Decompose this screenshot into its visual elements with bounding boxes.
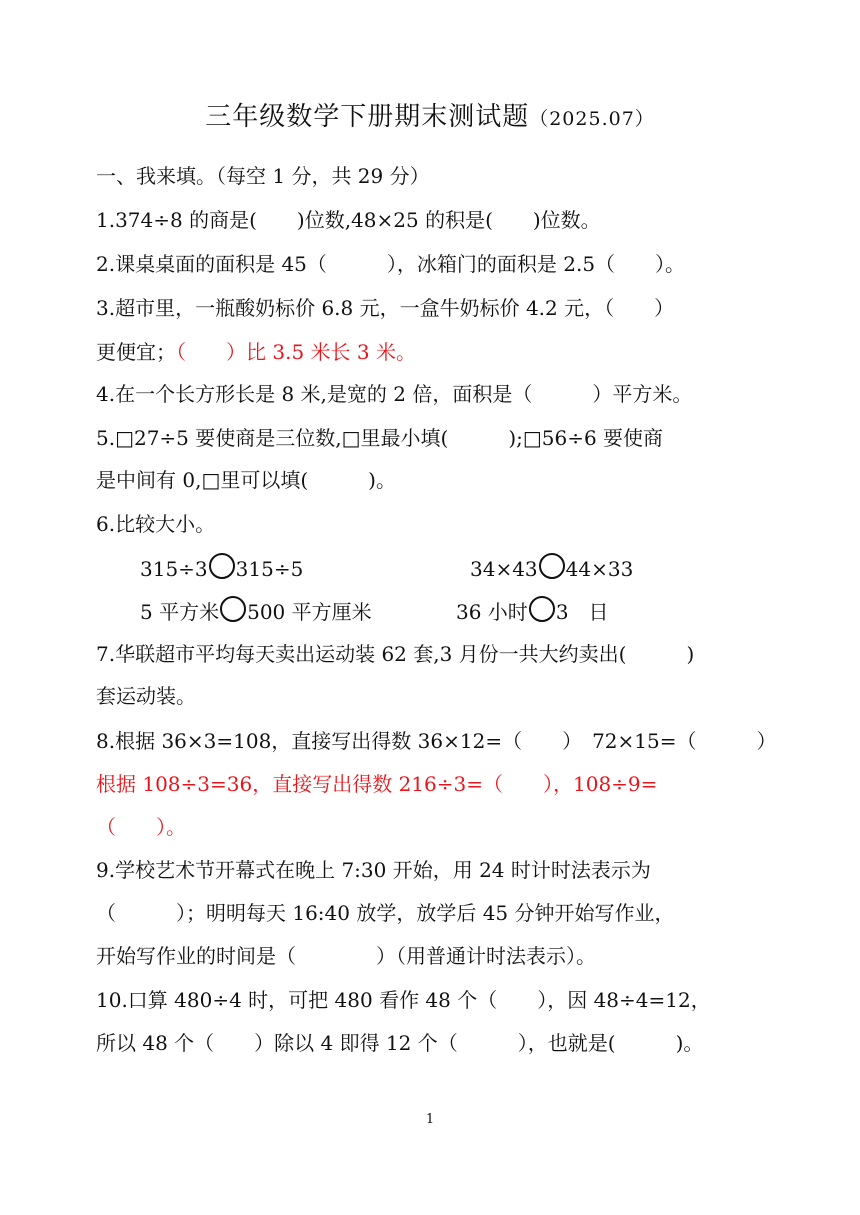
question-7-line-2: 套运动装。 bbox=[96, 684, 196, 708]
question-5-line-1: 5.□27÷5 要使商是三位数,□里最小填( );□56÷6 要使商 bbox=[96, 426, 664, 450]
compare-right-4: 3 日 bbox=[555, 600, 609, 624]
question-3-text: 更便宜； bbox=[96, 340, 176, 364]
compare-item-3 bbox=[140, 596, 372, 626]
question-3-red-text: （ ）比 3.5 米长 3 米。 bbox=[176, 340, 416, 364]
question-6: 6.比较大小。 bbox=[96, 512, 216, 536]
page-title bbox=[0, 96, 860, 133]
compare-left-2: 34×43 bbox=[470, 557, 538, 581]
compare-item-4 bbox=[456, 596, 609, 626]
compare-left-3: 5 平方米 bbox=[140, 600, 220, 624]
question-10-line-1: 10.口算 480÷4 时，可把 480 看作 48 个（ ），因 48÷4=12， bbox=[96, 988, 711, 1012]
question-7-line-1: 7.华联超市平均每天卖出运动装 62 套,3 月份一共大约卖出( ) bbox=[96, 642, 695, 666]
compare-left-1: 315÷3 bbox=[140, 557, 208, 581]
compare-circle-1[interactable] bbox=[209, 553, 235, 579]
question-8-line-1: 8.根据 36×3=108，直接写出得数 36×12=（ ） 72×15=（ ） bbox=[96, 729, 777, 753]
question-9-line-3: 开始写作业的时间是（ ）（用普通计时法表示）。 bbox=[96, 944, 596, 968]
question-9-line-1: 9.学校艺术节开幕式在晚上 7:30 开始，用 24 时计时法表示为 bbox=[96, 858, 651, 882]
compare-item-2 bbox=[470, 553, 633, 583]
compare-circle-4[interactable] bbox=[529, 596, 555, 622]
question-3-line-2 bbox=[96, 338, 416, 366]
question-2: 2.课桌桌面的面积是 45（ ），冰箱门的面积是 2.5（ ）。 bbox=[96, 252, 686, 276]
compare-circle-2[interactable] bbox=[539, 553, 565, 579]
section-heading: 一、我来填。（每空 1 分，共 29 分） bbox=[96, 164, 430, 188]
compare-circle-3[interactable] bbox=[220, 596, 246, 622]
question-6-prefix: 是中间有 0,□里可以填( )。 bbox=[96, 468, 396, 492]
question-4: 4.在一个长方形长是 8 米,是宽的 2 倍，面积是（ ）平方米。 bbox=[96, 382, 693, 406]
question-3-line-1: 3.超市里，一瓶酸奶标价 6.8 元，一盒牛奶标价 4.2 元，（ ） bbox=[96, 296, 675, 320]
compare-left-4: 36 小时 bbox=[456, 600, 528, 624]
title-main: 三年级数学下册期末测试题 bbox=[205, 102, 530, 132]
question-8-line-2: 根据 108÷3=36，直接写出得数 216÷3=（ ），108÷9= bbox=[96, 772, 658, 796]
title-date: （2025.07） bbox=[529, 108, 655, 130]
compare-right-1: 315÷5 bbox=[235, 557, 304, 581]
compare-right-3: 500 平方厘米 bbox=[247, 600, 372, 624]
page-number: 1 bbox=[425, 1112, 435, 1127]
compare-right-2: 44×33 bbox=[565, 557, 634, 581]
question-1: 1.374÷8 的商是( )位数,48×25 的积是( )位数。 bbox=[96, 208, 601, 232]
question-10-line-2: 所以 48 个（ ）除以 4 即得 12 个（ ），也就是( )。 bbox=[96, 1031, 704, 1055]
question-9-line-2: （ ）；明明每天 16:40 放学，放学后 45 分钟开始写作业， bbox=[96, 901, 675, 925]
question-8-line-3: （ ）。 bbox=[96, 815, 186, 839]
compare-item-1 bbox=[140, 553, 303, 583]
